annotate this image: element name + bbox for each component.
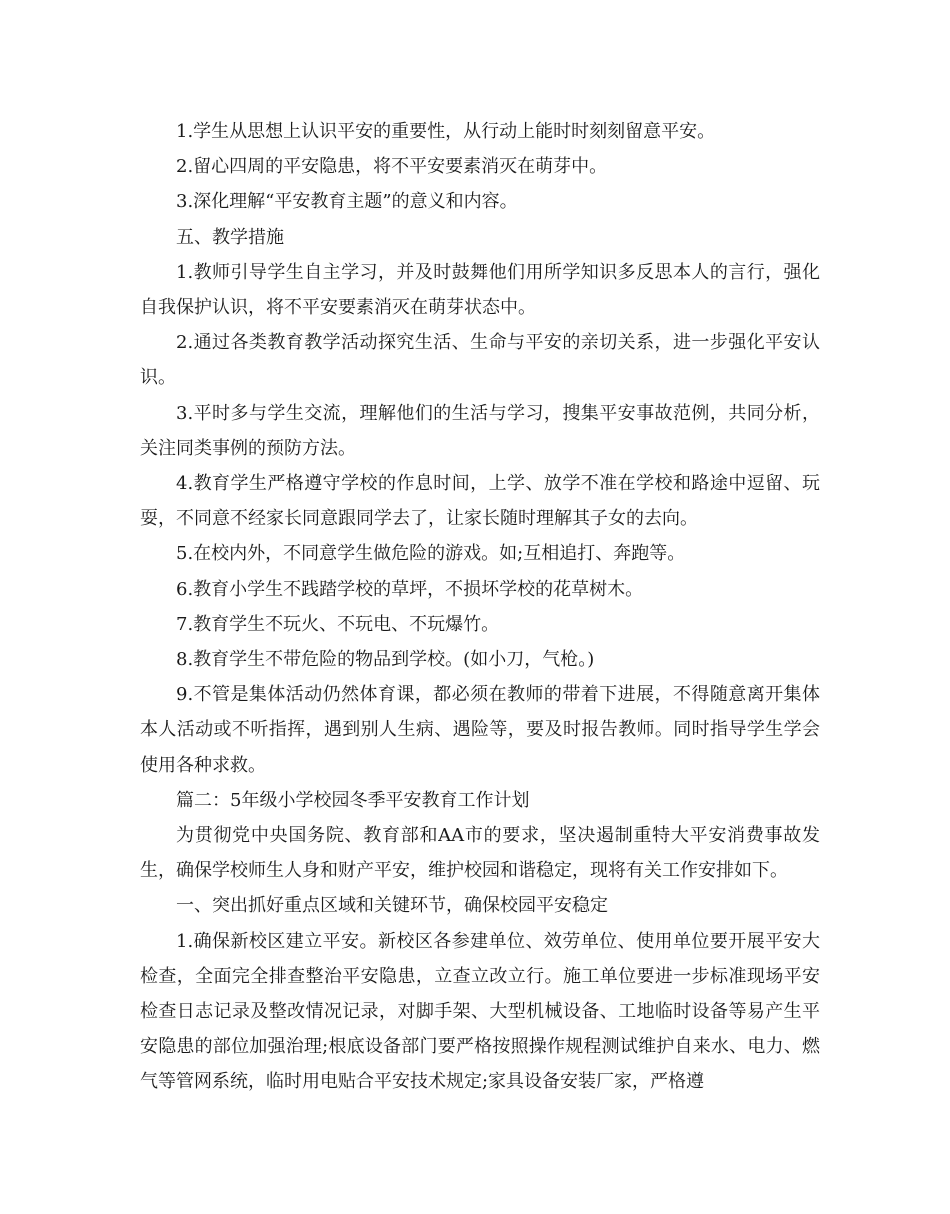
paragraph: 为贯彻党中央国务院、教育部和AA市的要求，坚决遏制重特大平安消费事故发生，确保学校师生人身和财产平安，维护校园和谐稳定，现将有关工作安排如下。 [140,825,820,882]
section-title: 篇二：5年级小学校园冬季平安教育工作计划 [176,789,530,811]
paragraph: 3.深化理解“平安教育主题”的意义和内容。 [176,191,518,213]
paragraph: 9.不管是集体活动仍然体育课，都必须在教师的带着下进展，不得随意离开集体本人活动或不听指挥，遇到别人生病、遇险等，要及时报告教师。同时指导学生学会使用各种求救。 [140,684,820,776]
paragraph: 1.学生从思想上认识平安的重要性，从行动上能时时刻刻留意平安。 [176,121,716,142]
paragraph: 4.教育学生严格遵守学校的作息时间，上学、放学不准在学校和路途中逗留、玩耍，不同意不经家长同意跟同学去了，让家长随时理解其子女的去向。 [140,473,820,530]
paragraph: 6.教育小学生不践踏学校的草坪，不损坏学校的花草树木。 [176,578,644,600]
paragraph: 1.教师引导学生自主学习，并及时鼓舞他们用所学知识多反思本人的言行，强化自我保护认识，将不平安要素消灭在萌芽状态中。 [140,261,820,319]
paragraph: 2.留心四周的平安隐患，将不平安要素消灭在萌芽中。 [176,156,608,178]
paragraph: 1.确保新校区建立平安。新校区各参建单位、效劳单位、使用单位要开展平安大检查，全面完全排查整治平安隐患，立查立改立行。施工单位要进一步标准现场平安检查日志记录及整改情况记录，对脚手架、大型机械设备、工地临时设备等易产生平安隐患的部位加强治理;根底设备部门要严格按照操作规程测试维护自来水、电力、燃气等管网系统，临时用电贴合平安技术规定;家具设备安装厂家，严格遵 [140,930,820,1093]
section-heading: 五、教学措施 [176,226,284,248]
paragraph: 2.通过各类教育教学活动探究生活、生命与平安的亲切关系，进一步强化平安认识。 [140,332,820,389]
paragraph: 8.教育学生不带危险的物品到学校。(如小刀，气枪。) [176,649,595,671]
section-heading: 一、突出抓好重点区域和关键环节，确保校园平安稳定 [176,895,608,917]
document-body [140,114,820,1100]
paragraph: 5.在校内外，不同意学生做危险的游戏。如;互相追打、奔跑等。 [176,543,686,565]
paragraph: 7.教育学生不玩火、不玩电、不玩爆竹。 [176,613,500,635]
paragraph: 3.平时多与学生交流，理解他们的生活与学习，搜集平安事故范例，共同分析，关注同类事例的预防方法。 [140,402,820,459]
